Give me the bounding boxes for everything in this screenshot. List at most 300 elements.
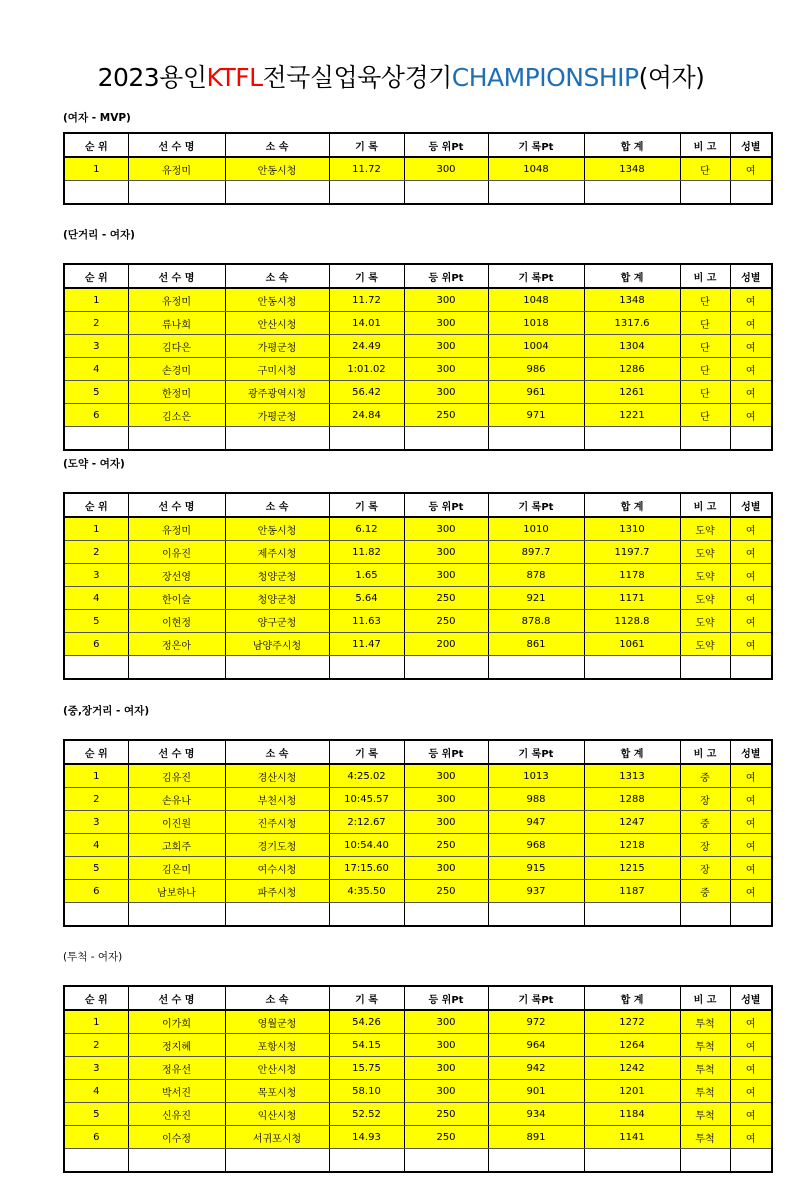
cell-rank-pt: 300 <box>404 1057 488 1080</box>
header-record-pt: 기 록Pt <box>488 264 584 288</box>
empty-cell <box>329 656 404 680</box>
header-rank: 순 위 <box>64 986 128 1010</box>
empty-cell <box>225 427 329 451</box>
cell-record: 58.10 <box>329 1080 404 1103</box>
header-note: 비 고 <box>680 493 730 517</box>
cell-note: 투척 <box>680 1080 730 1103</box>
cell-gender: 여 <box>730 788 772 811</box>
cell-record: 24.84 <box>329 404 404 427</box>
cell-team: 안산시청 <box>225 1057 329 1080</box>
cell-rank-pt: 300 <box>404 764 488 788</box>
empty-cell <box>584 181 680 205</box>
cell-record-pt: 1013 <box>488 764 584 788</box>
cell-total: 1348 <box>584 157 680 181</box>
results-table-distance <box>63 739 773 927</box>
empty-cell <box>329 1149 404 1173</box>
header-team: 소 속 <box>225 264 329 288</box>
table-row <box>64 1126 772 1149</box>
cell-note: 단 <box>680 157 730 181</box>
cell-gender: 여 <box>730 404 772 427</box>
header-record: 기 록 <box>329 133 404 157</box>
results-table-jump <box>63 492 773 680</box>
table-row <box>64 335 772 358</box>
cell-athlete: 고희주 <box>128 834 225 857</box>
cell-athlete: 박서진 <box>128 1080 225 1103</box>
cell-athlete: 이진원 <box>128 811 225 834</box>
table-row <box>64 811 772 834</box>
cell-record: 52.52 <box>329 1103 404 1126</box>
table-header-row <box>64 986 772 1010</box>
cell-athlete: 김유진 <box>128 764 225 788</box>
cell-athlete: 남보하나 <box>128 880 225 903</box>
cell-note: 중 <box>680 764 730 788</box>
table-header-row <box>64 493 772 517</box>
cell-note: 중 <box>680 811 730 834</box>
cell-gender: 여 <box>730 1103 772 1126</box>
cell-rank: 4 <box>64 587 128 610</box>
header-gender: 성별 <box>730 740 772 764</box>
cell-rank: 2 <box>64 312 128 335</box>
header-record: 기 록 <box>329 493 404 517</box>
cell-record: 14.01 <box>329 312 404 335</box>
empty-cell <box>680 1149 730 1173</box>
cell-athlete: 김다은 <box>128 335 225 358</box>
cell-note: 단 <box>680 335 730 358</box>
cell-rank: 6 <box>64 633 128 656</box>
empty-cell <box>680 903 730 927</box>
cell-record: 56.42 <box>329 381 404 404</box>
empty-cell <box>404 903 488 927</box>
cell-record: 11.63 <box>329 610 404 633</box>
header-rank: 순 위 <box>64 133 128 157</box>
header-record-pt: 기 록Pt <box>488 740 584 764</box>
section-label-distance: (중,장거리 - 여자) <box>63 705 150 717</box>
cell-record: 6.12 <box>329 517 404 541</box>
table-row <box>64 857 772 880</box>
table-row <box>64 610 772 633</box>
cell-gender: 여 <box>730 1126 772 1149</box>
cell-rank: 3 <box>64 564 128 587</box>
empty-cell <box>488 181 584 205</box>
cell-record-pt: 942 <box>488 1057 584 1080</box>
header-rank-pt: 등 위Pt <box>404 493 488 517</box>
cell-record: 11.72 <box>329 288 404 312</box>
cell-rank: 2 <box>64 1034 128 1057</box>
header-gender: 성별 <box>730 493 772 517</box>
cell-team: 남양주시청 <box>225 633 329 656</box>
cell-record: 15.75 <box>329 1057 404 1080</box>
cell-total: 1128.8 <box>584 610 680 633</box>
cell-record-pt: 1048 <box>488 157 584 181</box>
header-note: 비 고 <box>680 740 730 764</box>
cell-rank-pt: 300 <box>404 541 488 564</box>
cell-record-pt: 964 <box>488 1034 584 1057</box>
section-label-throw: (투척 - 여자) <box>63 951 123 963</box>
cell-record-pt: 861 <box>488 633 584 656</box>
cell-record-pt: 878 <box>488 564 584 587</box>
cell-note: 장 <box>680 857 730 880</box>
empty-cell <box>730 427 772 451</box>
cell-record: 1:01.02 <box>329 358 404 381</box>
results-table-mvp <box>63 132 773 205</box>
table-row <box>64 564 772 587</box>
header-rank-pt: 등 위Pt <box>404 264 488 288</box>
cell-gender: 여 <box>730 1034 772 1057</box>
cell-total: 1317.6 <box>584 312 680 335</box>
cell-record: 14.93 <box>329 1126 404 1149</box>
cell-total: 1201 <box>584 1080 680 1103</box>
cell-athlete: 한이슬 <box>128 587 225 610</box>
cell-athlete: 이유진 <box>128 541 225 564</box>
header-rank-pt: 등 위Pt <box>404 133 488 157</box>
table-row <box>64 404 772 427</box>
empty-cell <box>225 1149 329 1173</box>
header-record: 기 록 <box>329 264 404 288</box>
header-total: 합 계 <box>584 986 680 1010</box>
cell-gender: 여 <box>730 834 772 857</box>
cell-team: 가평군청 <box>225 335 329 358</box>
cell-record-pt: 961 <box>488 381 584 404</box>
table-row <box>64 788 772 811</box>
cell-rank-pt: 300 <box>404 788 488 811</box>
empty-cell <box>329 181 404 205</box>
table-row <box>64 157 772 181</box>
cell-team: 안동시청 <box>225 157 329 181</box>
cell-record-pt: 988 <box>488 788 584 811</box>
cell-note: 투척 <box>680 1057 730 1080</box>
cell-rank: 5 <box>64 381 128 404</box>
table-row <box>64 288 772 312</box>
header-rank-pt: 등 위Pt <box>404 986 488 1010</box>
cell-team: 여수시청 <box>225 857 329 880</box>
empty-cell <box>225 181 329 205</box>
cell-team: 청양군청 <box>225 587 329 610</box>
cell-rank: 3 <box>64 335 128 358</box>
cell-total: 1348 <box>584 288 680 312</box>
table-row <box>64 880 772 903</box>
cell-team: 경산시청 <box>225 764 329 788</box>
table-row <box>64 517 772 541</box>
cell-record-pt: 878.8 <box>488 610 584 633</box>
cell-rank: 6 <box>64 404 128 427</box>
cell-record: 1.65 <box>329 564 404 587</box>
header-athlete: 선 수 명 <box>128 493 225 517</box>
cell-team: 제주시청 <box>225 541 329 564</box>
cell-team: 안동시청 <box>225 288 329 312</box>
cell-gender: 여 <box>730 541 772 564</box>
cell-record: 4:35.50 <box>329 880 404 903</box>
table-row <box>64 1057 772 1080</box>
empty-cell <box>404 427 488 451</box>
table-row <box>64 587 772 610</box>
header-record: 기 록 <box>329 986 404 1010</box>
header-record-pt: 기 록Pt <box>488 986 584 1010</box>
cell-total: 1242 <box>584 1057 680 1080</box>
cell-team: 청양군청 <box>225 564 329 587</box>
cell-rank-pt: 250 <box>404 610 488 633</box>
cell-record: 11.82 <box>329 541 404 564</box>
cell-team: 서귀포시청 <box>225 1126 329 1149</box>
cell-rank-pt: 300 <box>404 157 488 181</box>
cell-team: 가평군청 <box>225 404 329 427</box>
cell-total: 1288 <box>584 788 680 811</box>
empty-cell <box>488 903 584 927</box>
cell-athlete: 이가희 <box>128 1010 225 1034</box>
header-total: 합 계 <box>584 133 680 157</box>
cell-rank: 2 <box>64 541 128 564</box>
header-athlete: 선 수 명 <box>128 264 225 288</box>
header-total: 합 계 <box>584 493 680 517</box>
table-row <box>64 1010 772 1034</box>
cell-record-pt: 986 <box>488 358 584 381</box>
cell-rank-pt: 250 <box>404 1126 488 1149</box>
empty-row <box>64 427 772 451</box>
cell-note: 단 <box>680 358 730 381</box>
empty-cell <box>128 656 225 680</box>
cell-record: 5.64 <box>329 587 404 610</box>
cell-gender: 여 <box>730 157 772 181</box>
cell-note: 도약 <box>680 610 730 633</box>
header-athlete: 선 수 명 <box>128 986 225 1010</box>
cell-gender: 여 <box>730 633 772 656</box>
empty-cell <box>584 656 680 680</box>
cell-rank: 4 <box>64 358 128 381</box>
header-total: 합 계 <box>584 740 680 764</box>
cell-rank: 6 <box>64 1126 128 1149</box>
results-table-throw <box>63 985 773 1173</box>
cell-team: 구미시청 <box>225 358 329 381</box>
cell-rank-pt: 300 <box>404 811 488 834</box>
cell-athlete: 정지혜 <box>128 1034 225 1057</box>
cell-note: 도약 <box>680 633 730 656</box>
empty-cell <box>64 903 128 927</box>
page-title <box>0 58 802 94</box>
cell-total: 1264 <box>584 1034 680 1057</box>
cell-note: 도약 <box>680 564 730 587</box>
cell-total: 1218 <box>584 834 680 857</box>
cell-note: 투척 <box>680 1010 730 1034</box>
header-gender: 성별 <box>730 133 772 157</box>
cell-record: 10:45.57 <box>329 788 404 811</box>
title-championship: CHAMPIONSHIP <box>451 63 639 92</box>
cell-athlete: 유정미 <box>128 517 225 541</box>
cell-gender: 여 <box>730 564 772 587</box>
cell-rank-pt: 250 <box>404 587 488 610</box>
cell-note: 투척 <box>680 1034 730 1057</box>
cell-note: 단 <box>680 404 730 427</box>
cell-rank: 1 <box>64 517 128 541</box>
cell-total: 1304 <box>584 335 680 358</box>
cell-athlete: 이현정 <box>128 610 225 633</box>
cell-record-pt: 947 <box>488 811 584 834</box>
empty-cell <box>488 1149 584 1173</box>
cell-note: 단 <box>680 381 730 404</box>
cell-note: 투척 <box>680 1103 730 1126</box>
cell-team: 안산시청 <box>225 312 329 335</box>
cell-gender: 여 <box>730 1010 772 1034</box>
cell-team: 부천시청 <box>225 788 329 811</box>
cell-note: 투척 <box>680 1126 730 1149</box>
table-row <box>64 1103 772 1126</box>
cell-rank-pt: 250 <box>404 404 488 427</box>
cell-rank-pt: 300 <box>404 335 488 358</box>
cell-team: 경기도청 <box>225 834 329 857</box>
title-prefix: 2023용인 <box>97 63 207 92</box>
header-note: 비 고 <box>680 133 730 157</box>
cell-gender: 여 <box>730 335 772 358</box>
cell-record-pt: 934 <box>488 1103 584 1126</box>
cell-team: 영월군청 <box>225 1010 329 1034</box>
header-athlete: 선 수 명 <box>128 133 225 157</box>
cell-record-pt: 897.7 <box>488 541 584 564</box>
cell-rank: 6 <box>64 880 128 903</box>
cell-record: 10:54.40 <box>329 834 404 857</box>
header-rank-pt: 등 위Pt <box>404 740 488 764</box>
cell-gender: 여 <box>730 587 772 610</box>
cell-gender: 여 <box>730 288 772 312</box>
empty-cell <box>64 427 128 451</box>
cell-record: 54.15 <box>329 1034 404 1057</box>
cell-rank-pt: 300 <box>404 564 488 587</box>
cell-record-pt: 937 <box>488 880 584 903</box>
cell-total: 1286 <box>584 358 680 381</box>
cell-gender: 여 <box>730 811 772 834</box>
cell-note: 단 <box>680 312 730 335</box>
results-table-sprint <box>63 263 773 451</box>
cell-rank: 5 <box>64 610 128 633</box>
table-header-row <box>64 264 772 288</box>
table-header-row <box>64 740 772 764</box>
cell-athlete: 이수정 <box>128 1126 225 1149</box>
cell-team: 포항시청 <box>225 1034 329 1057</box>
cell-record-pt: 1018 <box>488 312 584 335</box>
empty-row <box>64 656 772 680</box>
cell-rank: 3 <box>64 811 128 834</box>
cell-record: 11.72 <box>329 157 404 181</box>
cell-total: 1061 <box>584 633 680 656</box>
cell-athlete: 김소은 <box>128 404 225 427</box>
title-ktfl: KTFL <box>206 63 263 92</box>
cell-note: 장 <box>680 834 730 857</box>
cell-team: 파주시청 <box>225 880 329 903</box>
cell-total: 1313 <box>584 764 680 788</box>
cell-gender: 여 <box>730 857 772 880</box>
cell-rank: 2 <box>64 788 128 811</box>
cell-rank-pt: 300 <box>404 288 488 312</box>
empty-cell <box>680 181 730 205</box>
header-team: 소 속 <box>225 133 329 157</box>
cell-rank-pt: 250 <box>404 834 488 857</box>
cell-rank-pt: 250 <box>404 880 488 903</box>
cell-record-pt: 921 <box>488 587 584 610</box>
empty-cell <box>584 427 680 451</box>
title-suffix: (여자) <box>638 63 705 92</box>
cell-rank-pt: 300 <box>404 857 488 880</box>
empty-cell <box>488 427 584 451</box>
cell-team: 안동시청 <box>225 517 329 541</box>
cell-gender: 여 <box>730 1080 772 1103</box>
header-total: 합 계 <box>584 264 680 288</box>
table-row <box>64 541 772 564</box>
cell-note: 도약 <box>680 517 730 541</box>
empty-cell <box>128 903 225 927</box>
empty-cell <box>64 656 128 680</box>
empty-row <box>64 181 772 205</box>
cell-athlete: 손유나 <box>128 788 225 811</box>
empty-cell <box>584 903 680 927</box>
cell-gender: 여 <box>730 517 772 541</box>
table-row <box>64 312 772 335</box>
cell-total: 1187 <box>584 880 680 903</box>
cell-team: 광주광역시청 <box>225 381 329 404</box>
header-gender: 성별 <box>730 264 772 288</box>
empty-cell <box>225 903 329 927</box>
empty-cell <box>730 656 772 680</box>
cell-rank: 3 <box>64 1057 128 1080</box>
cell-total: 1184 <box>584 1103 680 1126</box>
cell-rank-pt: 300 <box>404 358 488 381</box>
header-rank: 순 위 <box>64 264 128 288</box>
cell-athlete: 손경미 <box>128 358 225 381</box>
cell-total: 1178 <box>584 564 680 587</box>
section-label-sprint: (단거리 - 여자) <box>63 229 135 241</box>
empty-cell <box>225 656 329 680</box>
cell-athlete: 정은아 <box>128 633 225 656</box>
cell-gender: 여 <box>730 381 772 404</box>
table-row <box>64 633 772 656</box>
cell-note: 장 <box>680 788 730 811</box>
cell-note: 도약 <box>680 541 730 564</box>
cell-rank-pt: 250 <box>404 1103 488 1126</box>
cell-total: 1141 <box>584 1126 680 1149</box>
cell-gender: 여 <box>730 312 772 335</box>
cell-total: 1221 <box>584 404 680 427</box>
empty-cell <box>730 1149 772 1173</box>
cell-record: 17:15.60 <box>329 857 404 880</box>
cell-total: 1197.7 <box>584 541 680 564</box>
cell-gender: 여 <box>730 764 772 788</box>
cell-record-pt: 1004 <box>488 335 584 358</box>
section-label-mvp: (여자 - MVP) <box>63 112 131 124</box>
cell-gender: 여 <box>730 610 772 633</box>
empty-cell <box>404 181 488 205</box>
header-team: 소 속 <box>225 986 329 1010</box>
cell-record: 54.26 <box>329 1010 404 1034</box>
cell-total: 1261 <box>584 381 680 404</box>
cell-record-pt: 891 <box>488 1126 584 1149</box>
empty-cell <box>128 181 225 205</box>
cell-gender: 여 <box>730 1057 772 1080</box>
header-record-pt: 기 록Pt <box>488 133 584 157</box>
empty-cell <box>64 1149 128 1173</box>
empty-cell <box>128 427 225 451</box>
cell-athlete: 장선영 <box>128 564 225 587</box>
table-header-row <box>64 133 772 157</box>
cell-record-pt: 972 <box>488 1010 584 1034</box>
empty-cell <box>584 1149 680 1173</box>
cell-athlete: 한정미 <box>128 381 225 404</box>
cell-rank: 4 <box>64 834 128 857</box>
cell-athlete: 정유선 <box>128 1057 225 1080</box>
cell-rank: 1 <box>64 157 128 181</box>
empty-cell <box>488 656 584 680</box>
header-record: 기 록 <box>329 740 404 764</box>
cell-rank-pt: 300 <box>404 1034 488 1057</box>
cell-rank: 4 <box>64 1080 128 1103</box>
cell-rank: 1 <box>64 288 128 312</box>
empty-row <box>64 903 772 927</box>
empty-cell <box>404 1149 488 1173</box>
